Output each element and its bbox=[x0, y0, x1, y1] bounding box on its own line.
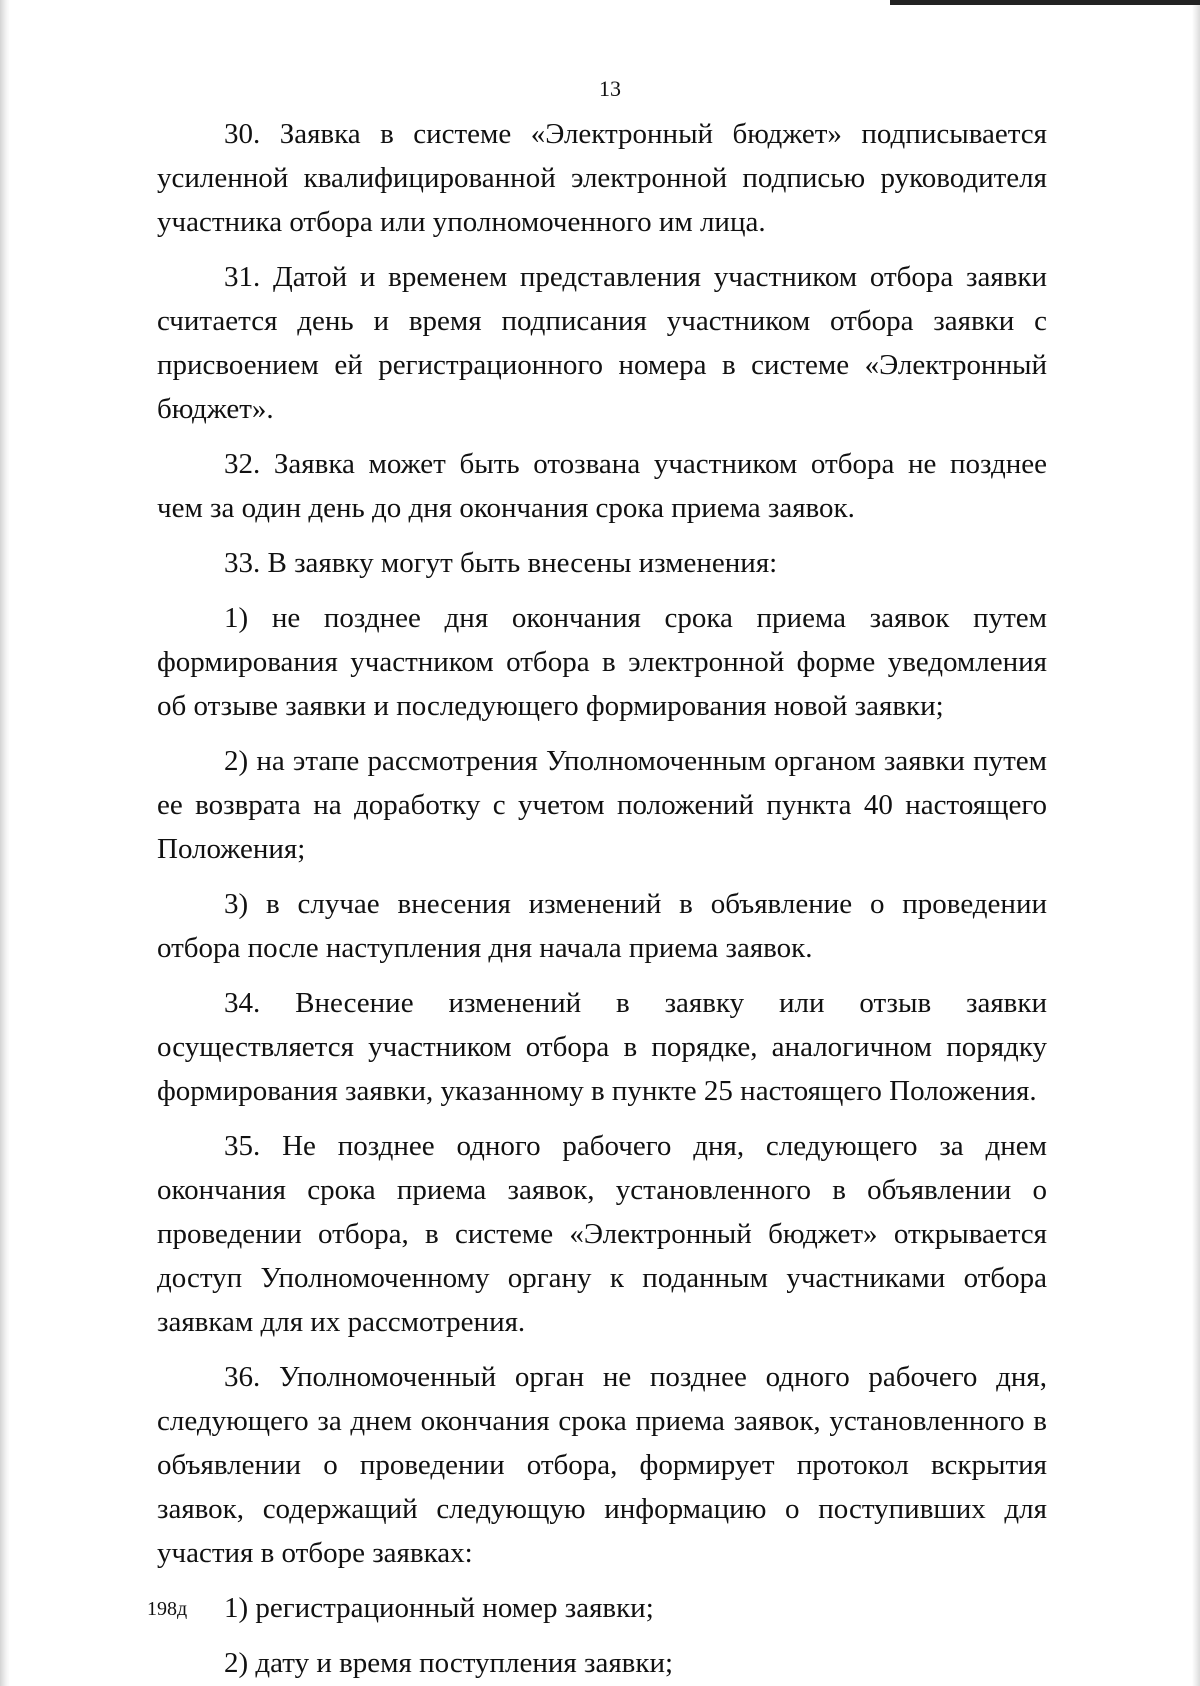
paragraph-32: 32. Заявка может быть отозвана участником отбора не позднее чем за один день до дня окончания срока приема заявок. bbox=[157, 448, 1047, 524]
paragraph-36-item-1: 1) регистрационный номер заявки; bbox=[224, 1592, 654, 1624]
scan-shadow-right bbox=[1192, 0, 1200, 1686]
paragraph-33-item-2: 2) на этапе рассмотрения Уполномоченным органом заявки путем ее возврата на доработку с учетом положений пункта 40 настоящего Положения; bbox=[157, 745, 1047, 865]
paragraph-36: 36. Уполномоченный орган не позднее одного рабочего дня, следующего за днем окончания срока приема заявок, установленного в объявлении о проведении отбора, формирует протокол вскрытия заявок, содержащий следующую информацию о поступивших для участия в отборе заявках: bbox=[157, 1361, 1047, 1569]
paragraph-36-item-2: 2) дату и время поступления заявки; bbox=[224, 1647, 674, 1679]
paragraph-31: 31. Датой и временем представления участником отбора заявки считается день и время подписания участником отбора заявки с присвоением ей регистрационного номера в системе «Электронный бюджет». bbox=[157, 261, 1047, 425]
scan-top-rule bbox=[890, 0, 1200, 5]
page-number: 13 bbox=[599, 76, 621, 101]
paragraph-30: 30. Заявка в системе «Электронный бюджет» подписывается усиленной квалифицированной электронной подписью руководителя участника отбора или уполномоченного им лица. bbox=[157, 118, 1047, 238]
paragraph-33-item-3: 3) в случае внесения изменений в объявление о проведении отбора после наступления дня начала приема заявок. bbox=[157, 888, 1047, 964]
footer-document-code: 198д bbox=[147, 1598, 188, 1620]
paragraph-33: 33. В заявку могут быть внесены изменения: bbox=[224, 547, 778, 579]
scan-shadow-left bbox=[0, 0, 10, 1686]
paragraph-33-item-1: 1) не позднее дня окончания срока приема заявок путем формирования участником отбора в электронной форме уведомления об отзыве заявки и последующего формирования новой заявки; bbox=[157, 602, 1047, 722]
paragraph-34: 34. Внесение изменений в заявку или отзыв заявки осуществляется участником отбора в порядке, аналогичном порядку формирования заявки, указанному в пункте 25 настоящего Положения. bbox=[157, 987, 1047, 1107]
document-body bbox=[157, 112, 1047, 1685]
paragraph-35: 35. Не позднее одного рабочего дня, следующего за днем окончания срока приема заявок, установленного в объявлении о проведении отбора, в системе «Электронный бюджет» открывается доступ Уполномоченному органу к поданным участниками отбора заявкам для их рассмотрения. bbox=[157, 1130, 1047, 1338]
